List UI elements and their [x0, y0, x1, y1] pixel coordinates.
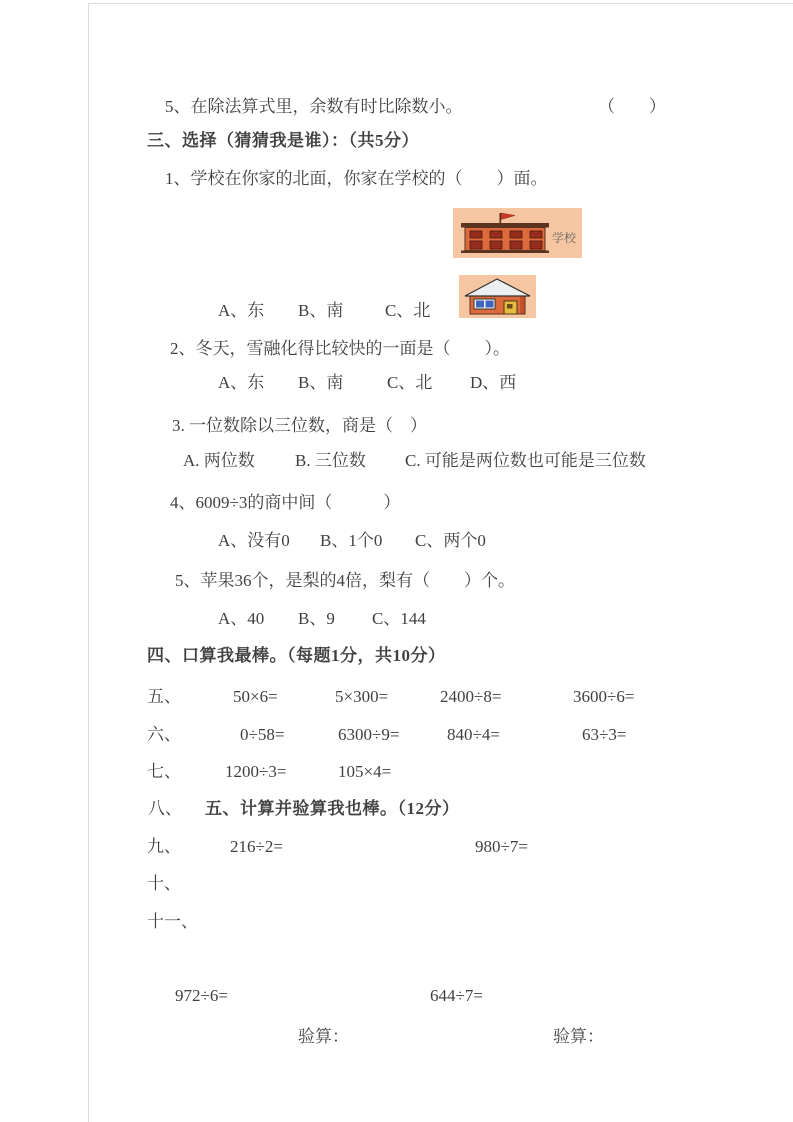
school-illustration	[453, 208, 582, 258]
tf-answer-blank: （ ）	[598, 97, 666, 116]
oral-row6-label: 六、	[147, 725, 181, 744]
choice-q2-option-a: A、东	[218, 373, 265, 392]
choice-q3-option-b: B. 三位数	[295, 451, 366, 470]
school-roof	[461, 223, 549, 228]
choice-q4-text: 4、6009÷3的商中间（ ）	[170, 493, 401, 512]
choice-q1-option-b: B、南	[298, 301, 344, 320]
choice-section-heading: 三、选择（猜猜我是谁）：（共5分）	[147, 131, 419, 150]
oral-row5-label: 五、	[147, 687, 181, 706]
choice-q2-option-d: D、西	[470, 373, 517, 392]
page-border-top	[88, 3, 793, 4]
choice-q2-option-b: B、南	[298, 373, 344, 392]
school-base	[461, 251, 549, 254]
oral-problem: 6300÷9=	[338, 725, 400, 744]
oral-row7-label: 七、	[147, 762, 181, 781]
calc-label-ten: 十、	[147, 874, 181, 893]
calc-problem: 644÷7=	[430, 986, 483, 1005]
choice-q4-option-c: C、两个0	[415, 531, 486, 550]
tf-question-text: 5、在除法算式里，余数有时比除数小。	[165, 97, 463, 116]
choice-q2-text: 2、冬天，雪融化得比较快的一面是（ ）。	[170, 339, 510, 358]
oral-problem: 3600÷6=	[573, 687, 635, 706]
house-illustration	[459, 275, 536, 318]
choice-q3-option-a: A. 两位数	[183, 451, 255, 470]
oral-problem: 840÷4=	[447, 725, 500, 744]
oral-problem: 5×300=	[335, 687, 389, 706]
house-door-panel	[507, 304, 513, 309]
choice-q3-option-c: C. 可能是两位数也可能是三位数	[405, 451, 646, 470]
check-label: 验算：	[553, 1027, 604, 1046]
choice-q5-option-c: C、144	[372, 609, 426, 628]
calc-label-eleven: 十一、	[147, 912, 198, 931]
calc-row9-label: 九、	[147, 837, 181, 856]
calc-section-heading: 五、计算并验算我也棒。（12分）	[205, 799, 460, 818]
choice-q4-option-a: A、没有0	[218, 531, 290, 550]
oral-problem: 2400÷8=	[440, 687, 502, 706]
choice-q4-option-b: B、1个0	[320, 531, 383, 550]
choice-q5-option-a: A、40	[218, 609, 265, 628]
choice-q5-text: 5、苹果36个，是梨的4倍，梨有（ ）个。	[175, 571, 515, 590]
choice-q5-option-b: B、9	[298, 609, 335, 628]
calc-problem: 216÷2=	[230, 837, 283, 856]
oral-section-heading: 四、口算我最棒。（每题1分，共10分）	[147, 646, 446, 665]
choice-q3-text: 3. 一位数除以三位数，商是（ ）	[172, 416, 427, 435]
choice-q1-option-a: A、东	[218, 301, 265, 320]
school-label: 学校	[552, 231, 577, 245]
page-border-left	[88, 3, 89, 1122]
house-wall-shadow	[520, 296, 525, 314]
calc-problem: 980÷7=	[475, 837, 528, 856]
choice-q1-option-c: C、北	[385, 301, 431, 320]
oral-problem: 1200÷3=	[225, 762, 287, 781]
oral-problem: 63÷3=	[582, 725, 627, 744]
oral-problem: 50×6=	[233, 687, 278, 706]
calc-prefix-label: 八、	[148, 799, 182, 818]
calc-problem: 972÷6=	[175, 986, 228, 1005]
house-window-pane-right	[486, 301, 494, 308]
oral-problem: 0÷58=	[240, 725, 285, 744]
oral-problem: 105×4=	[338, 762, 392, 781]
choice-q2-option-c: C、北	[387, 373, 433, 392]
house-window-pane-left	[476, 301, 484, 308]
choice-q1-text: 1、学校在你家的北面，你家在学校的（ ）面。	[165, 169, 548, 188]
check-label: 验算：	[298, 1027, 349, 1046]
